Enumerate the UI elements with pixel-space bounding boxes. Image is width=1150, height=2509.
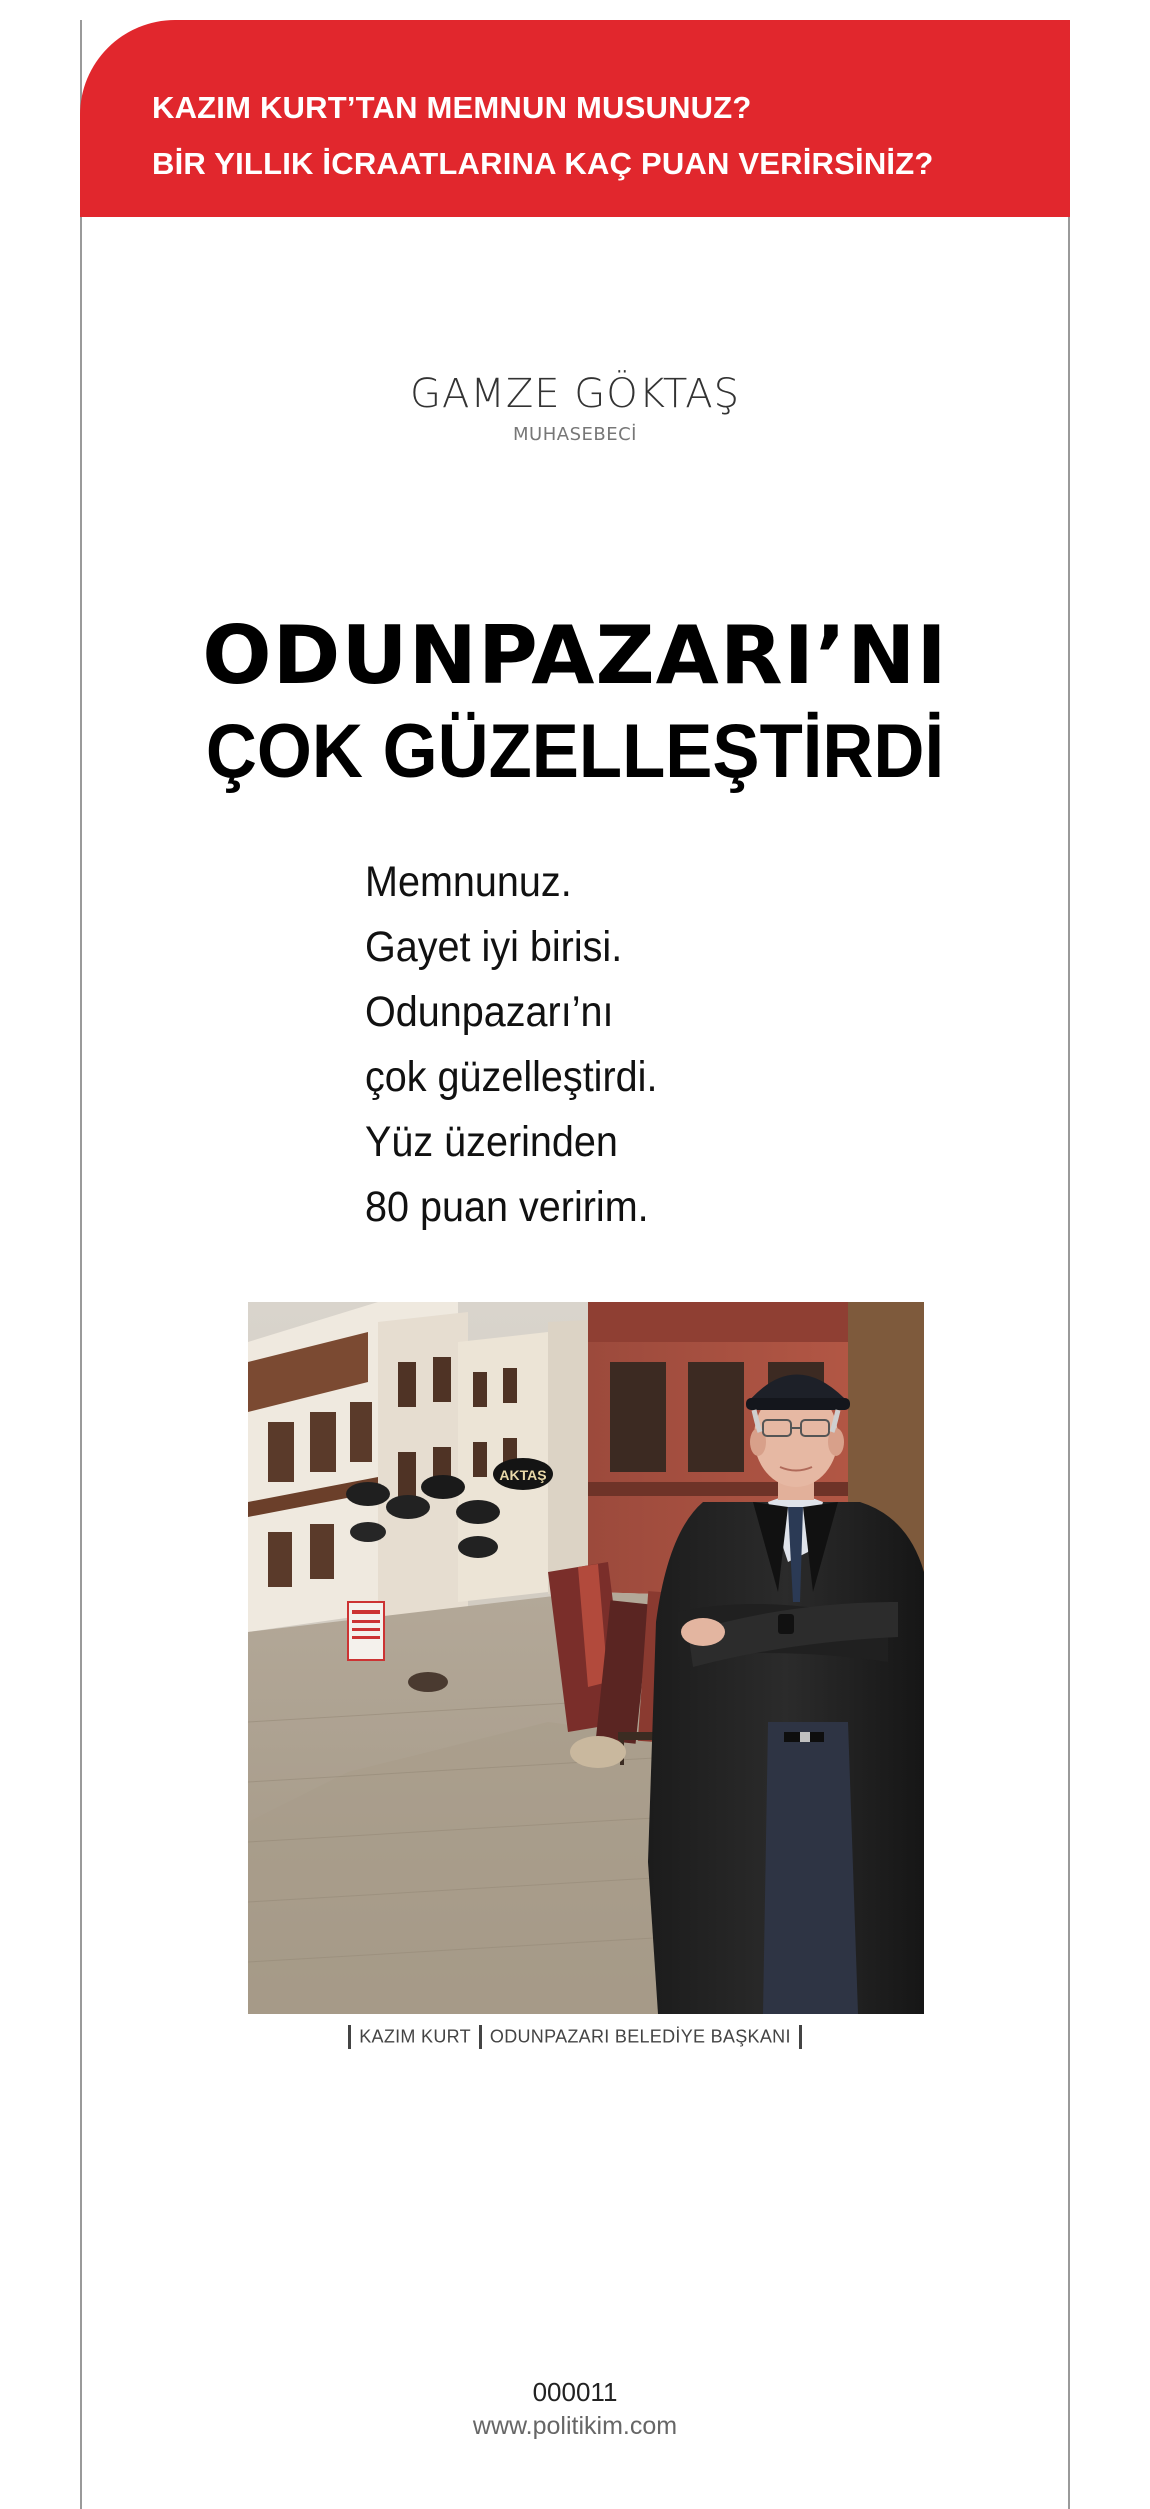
shop-sign: AKTAŞ bbox=[499, 1467, 547, 1483]
quote-line: Odunpazarı’nı bbox=[365, 988, 614, 1036]
headline-line-1: ODUNPAZARI’NI bbox=[202, 609, 948, 702]
caption-name: KAZIM KURT bbox=[359, 2026, 471, 2047]
respondent-name: GAMZE GÖKTAŞ bbox=[410, 371, 740, 417]
caption-divider bbox=[348, 2025, 351, 2049]
caption-title: ODUNPAZARI BELEDİYE BAŞKANI bbox=[489, 2026, 791, 2047]
quote-line: çok güzelleştirdi. bbox=[365, 1053, 658, 1101]
quote-line: Gayet iyi birisi. bbox=[365, 923, 623, 971]
quote-line: Memnunuz. bbox=[365, 858, 572, 906]
headline bbox=[0, 608, 1150, 800]
respondent-block bbox=[0, 370, 1150, 445]
respondent-occupation: MUHASEBECİ bbox=[513, 424, 637, 445]
headline-line-2: ÇOK GÜZELLEŞTİRDİ bbox=[205, 709, 945, 794]
quote-line: Yüz üzerinden bbox=[365, 1118, 618, 1166]
caption-divider bbox=[479, 2025, 482, 2049]
quote-text bbox=[365, 850, 965, 1240]
website-url: www.politikim.com bbox=[472, 2412, 678, 2440]
header-question-line-1: KAZIM KURT’TAN MEMNUN MUSUNUZ? bbox=[152, 90, 752, 125]
street-photo bbox=[248, 1302, 924, 2014]
caption-divider bbox=[799, 2025, 802, 2049]
header-banner bbox=[80, 20, 1070, 217]
photo-caption bbox=[0, 2025, 1150, 2049]
page-code: 000011 bbox=[532, 2377, 618, 2407]
footer bbox=[0, 2375, 1150, 2443]
quote-line: 80 puan veririm. bbox=[365, 1183, 649, 1231]
header-question-line-2: BİR YILLIK İCRAATLARINA KAÇ PUAN VERİRSİNİZ? bbox=[152, 146, 934, 181]
